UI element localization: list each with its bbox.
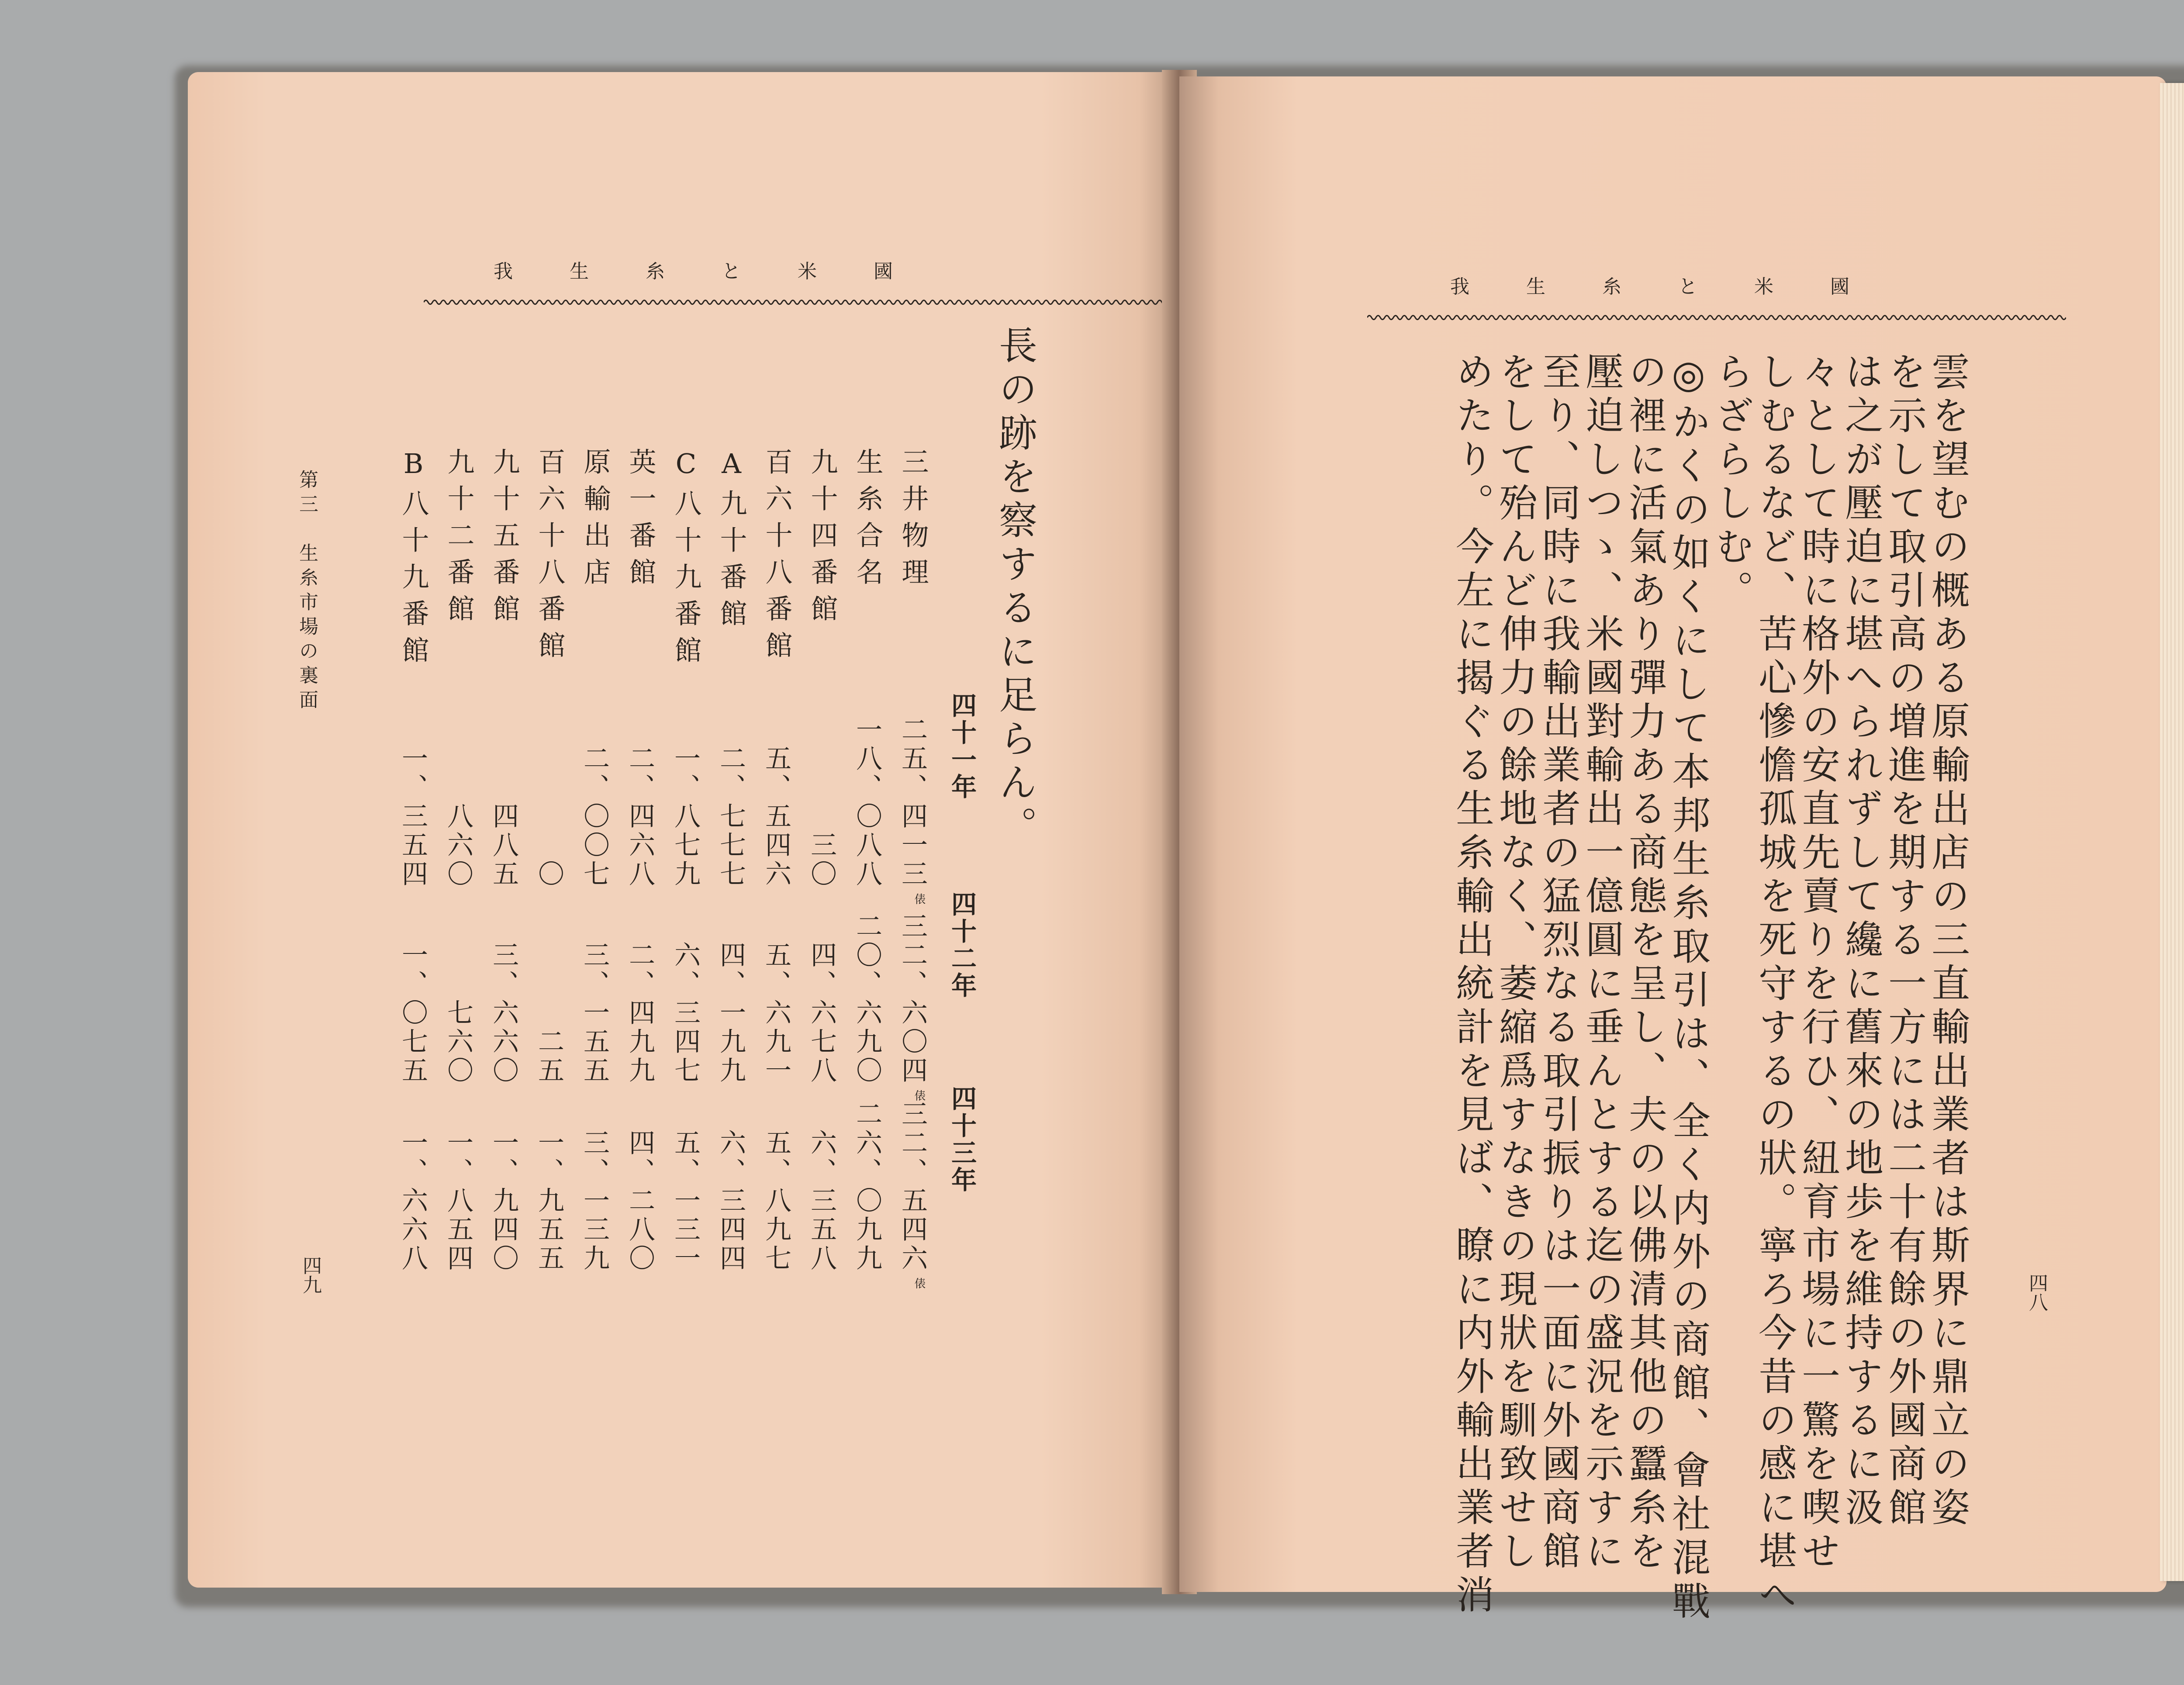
table-cell: 一、三五四 [397,745,428,889]
table-cell: 六、三五八 [806,1129,837,1273]
table-row-label: 百六十八番館 [534,448,566,668]
table-cell: 六、三四七 [670,941,701,1085]
intro-line: 長の跡を察するに足らん。 [993,325,1038,849]
table-row-label: 九十二番館 [443,448,475,631]
unit-label: 俵 [912,893,926,905]
running-header-right: 我生糸と米國 [1450,276,1906,298]
table-cell: 一、六六八 [397,1129,428,1273]
year-heading: 四十二年 [947,891,977,999]
running-header-left: 我生糸と米國 [494,260,950,283]
text-column: 雲を望むの概ある原輸出店の三直輸出業者は斯界に鼎立の姿 [1925,352,1970,1531]
table-cell: 七六〇 [443,999,473,1085]
table-cell: 四、二八〇 [625,1129,655,1273]
table-cell: 二五 [534,1028,564,1085]
table-cell: 三、一五五 [579,941,610,1085]
table-cell: 五、八九七 [761,1129,791,1273]
table-cell: 五、六九一 [761,941,791,1085]
unit-label: 俵 [912,1090,926,1101]
right-page [1179,76,2167,1625]
table-cell: 四、一九九 [715,941,746,1085]
table-cell: 四八五 [488,802,519,889]
table-cell: 〇 [534,860,564,889]
table-cell: 二五、四一三 [897,716,928,889]
page-edges [2160,83,2184,1581]
table-cell: 二、四九九 [625,941,655,1085]
table-cell: 三、一三九 [579,1129,610,1273]
table-cell: 三〇 [806,831,837,889]
table-cell: 三二、五四六 [897,1100,928,1273]
table-row-label: 生糸合名 [852,448,884,594]
table-cell: 二、七七七 [715,745,746,889]
year-heading: 四十三年 [947,1085,977,1194]
table-row-label: 英一番館 [625,448,657,594]
table-row-label: 三井物理 [897,448,929,594]
table-cell: 一、八五四 [443,1129,473,1273]
table-cell: 二六、〇九九 [852,1100,882,1273]
table-cell: 一、〇七五 [397,941,428,1085]
text-column: 壓迫しつゝ、米國對輸出一億圓に垂んとする迄の盛況を示すに [1579,352,1624,1575]
table-cell: 五、五四六 [761,745,791,889]
left-page [188,72,1179,1588]
table-row-label: 原輸出店 [579,448,611,594]
text-column: らざらしむ。 [1709,352,1754,614]
table-cell: 一八、〇八八 [852,716,882,889]
text-column: ◎かくの如くにして本邦生糸取引は、全く内外の商館、會社混戰 [1666,352,1711,1625]
text-column: を示して取引高の増進を期する一方には二十有餘の外國商館 [1882,352,1927,1531]
text-column: 至り、同時に我輸出業者の猛烈なる取引振りは一面に外國商館 [1536,352,1581,1575]
table-cell: 四、六七八 [806,941,837,1085]
year-heading: 四十一年 [947,692,977,801]
page-number-right: 四八 [2025,1273,2048,1312]
header-wave-rule-left [424,297,1166,307]
text-column: をして殆んど伸力の餘地なく、萎縮爲すなきの現狀を馴致せし [1493,352,1538,1575]
table-cell: 三、六六〇 [488,941,519,1085]
table-cell: 二、四六八 [625,745,655,889]
table-row-label: 九十五番館 [488,448,520,631]
text-column: は之が壓迫に堪へられずして纔に舊來の地歩を維持するに汲 [1839,352,1884,1531]
text-column: めたり。今左に揭ぐる生糸輸出統計を見ば、瞭に内外輸出業者消 [1450,352,1495,1618]
table-cell: 一、八七九 [670,745,701,889]
table-row-label: A九十番館 [715,448,747,636]
table-row-label: 九十四番館 [806,448,838,631]
table-cell: 二、〇〇七 [579,745,610,889]
text-column: しむるなど、苦心慘憺孤城を死守するの狀。寧ろ今昔の感に堪へ [1752,352,1797,1618]
table-row-label: 百六十八番館 [761,448,793,668]
unit-label: 俵 [912,1278,926,1289]
table-cell: 五、一三一 [670,1129,701,1273]
table-cell: 六、三四四 [715,1129,746,1273]
text-column: の裡に活氣あり彈力ある商態を呈し、夫の以佛清其他の蠶糸を [1623,352,1668,1575]
table-cell: 一、九四〇 [488,1129,519,1273]
page-number-left: 四九 [299,1256,321,1294]
table-row-label: C八十九番館 [670,448,702,673]
text-column: 々として時に格外の安直先賣りを行ひ、紐育市場に一驚を喫せ [1796,352,1841,1575]
table-cell: 二〇、六九〇 [852,912,882,1085]
table-cell: 一、九五五 [534,1129,564,1273]
table-row-label: B八十九番館 [397,448,429,673]
table-cell: 三二、六〇四 [897,912,928,1085]
header-wave-rule-right [1367,312,2066,323]
running-head-section: 第三 生糸市場の裏面 [296,470,318,714]
table-cell: 八六〇 [443,802,473,889]
